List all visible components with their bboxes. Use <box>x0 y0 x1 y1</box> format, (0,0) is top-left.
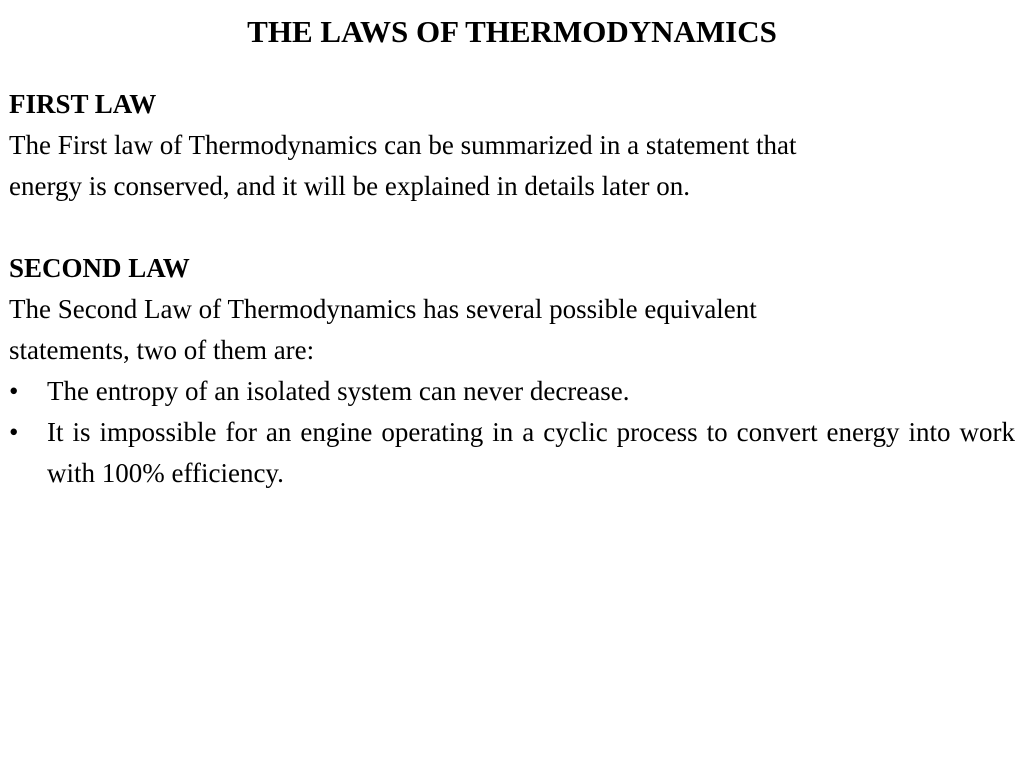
bullet-icon: • <box>9 417 19 447</box>
bullet-text: It is impossible for an engine operating in a cyclic process to convert energy into work with 100% efficiency. <box>47 417 1015 488</box>
second-law-bullet-list <box>9 371 1015 494</box>
second-law-heading: SECOND LAW <box>9 253 190 283</box>
slide-content <box>9 84 1015 494</box>
section-spacer <box>9 207 1015 248</box>
second-law-line-2: statements, two of them are: <box>9 335 315 365</box>
second-law-line-1: The Second Law of Thermodynamics has several possible equivalent <box>9 294 757 324</box>
first-law-line-1: The First law of Thermodynamics can be summarized in a statement that <box>9 130 797 160</box>
bullet-item <box>9 412 1015 494</box>
slide-title: THE LAWS OF THERMODYNAMICS <box>247 14 777 49</box>
bullet-item <box>9 371 1015 412</box>
bullet-icon: • <box>9 376 19 406</box>
first-law-heading: FIRST LAW <box>9 89 157 119</box>
first-law-line-2: energy is conserved, and it will be explained in details later on. <box>9 171 691 201</box>
bullet-text: The entropy of an isolated system can never decrease. <box>47 376 630 406</box>
